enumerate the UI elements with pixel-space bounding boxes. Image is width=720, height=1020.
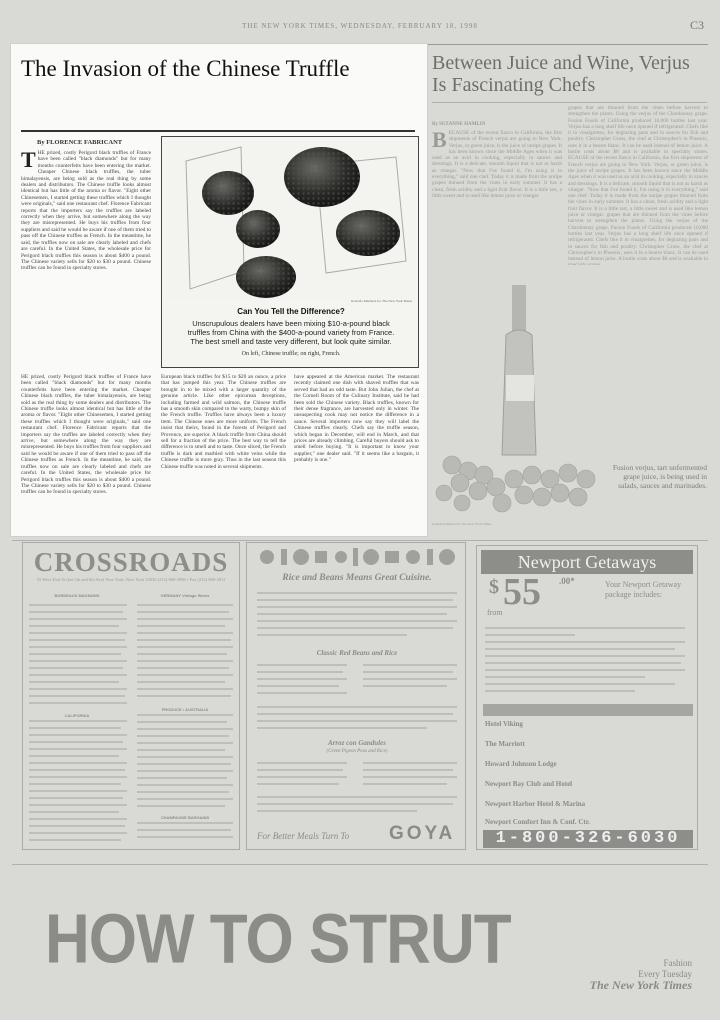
hotel-name: Newport Bay Club and Hotel xyxy=(485,780,573,788)
goya-intro-text xyxy=(257,589,457,641)
article-byline: By FLORENCE FABRICANT xyxy=(37,139,123,146)
headline-rule xyxy=(432,102,707,103)
column-text: ECAUSE of the recent fiasco in California, the first shipments of French verjus are going to New York. Verjus, or green juice, is the juice of unripe grapes. It has been known since the Middle Ages when it was used as an acid in cooking, especially in sauces and dressings. It is a delicate, smooth liquid that is not as harsh as vinegar. "Now that I've found it, I'm using it in everything," said one chef. Today it is made from the unripe grapes thinned from the vines in early summer. It has a clean, fresh acidity and a light fruit flavor. It is a little tart, a little sweet and is used like lemon juice or vinegar. xyxy=(568,155,708,219)
hotel-name: Howard Johnson Lodge xyxy=(485,760,557,768)
truffle-photo-box xyxy=(161,136,419,368)
newport-package-text: Your Newport Getaway package includes: xyxy=(605,580,682,599)
page-number: C3 xyxy=(689,18,704,32)
headline-rule xyxy=(21,130,415,132)
truffle-photo xyxy=(166,141,416,299)
column-text: European black truffles for $15 to $20 an ounce, a price that has jumped this year. The Chinese truffles are brought in to be mixed with a larger quantity of the genuine article. Like other epicurean deceptions, including farmed and wild salmon, the Chinese truffle has a smooth skin compared to the warty, bumpy skin of the French truffle. Truffles have always been a luxury item. The Chinese ones are more uniform. The French insist that theirs, found in the forests of Perigord and Provence, are superior. A black truffle from China should sell for a fraction of the price. The best way to tell the difference is to smell and to taste. Once sliced, the French truffle is dark and marbled with white veins while the Chinese truffle is more gray. Thus in the last season this Chinese truffle was noted in several shipments. xyxy=(161,374,286,470)
truffle-icon xyxy=(236,210,280,248)
truffle-icon xyxy=(236,256,296,298)
truffle-icon xyxy=(336,210,400,256)
crossroads-section: CALIFORNIA xyxy=(64,713,90,718)
article-column-1 xyxy=(21,150,151,370)
column-text: HE prized, costly Perigord black truffles of France have been called "black diamonds" but for many months counterfeits have been entering the market. Cheaper Chinese black truffles, the tuber himalayensis, are being sold as the real thing by some dealers and distributors. The Chinese truffle looks almost identical but has little of the aroma or flavor. "Eight other Chinesemen, I started getting these truffles which I thought were originals," said one restaurant chef. Florence Fabricant reports that the importers say the truffles are labeled correctly when they arrive, but somewhere along the way they are misrepresented. He buys his truffles from four suppliers and said he would be aware if one of them tried to pass off the Chinese truffles as French. In the meantime, he said, the truffles now on sale are clearly labeled and chefs are careful. In the United States, the wholesale price for Perigord black truffles this season is about $400 a pound. The Chinese variety sells for $20 to $30 a pound. Chinese truffles can be found in specialty stores. xyxy=(21,374,151,496)
newport-price: 55 xyxy=(503,571,541,613)
recipe2-title: Arroz con Gandules xyxy=(328,739,386,747)
hotel-name: Newport Harbor Hotel & Marina xyxy=(485,800,586,808)
truffle-icon xyxy=(284,147,360,207)
newport-ad[interactable] xyxy=(476,545,698,850)
crossroads-section: PRODUCE • AUSTRALIA xyxy=(161,707,209,712)
wine-price-list xyxy=(27,601,237,847)
section-rule xyxy=(12,864,708,865)
hotel-name: The Marriott xyxy=(485,740,525,748)
fashion-promo xyxy=(590,958,692,991)
crossroads-section: BORDEAUX MAGNUMS xyxy=(54,593,100,598)
strut-headline: HOW TO STRUT xyxy=(45,901,511,979)
newport-price-cents: .00* xyxy=(559,576,575,586)
column-text: grapes that are thinned from the vines before harvest to strengthen the plants. Using the verjus of the Chardonnay grape, Fusion Foods of California produced 10,000 bottles last year. Verjus has a long shelf life once opened if refrigerated. Chefs like it in vinaigrettes, for deglazing pans and in sauces for fish and poultry. Christopher Gross, the chef at Christopher's in Phoenix, uses it in a beurre blanc. It can be used instead of lemon juice. A bottle costs about $8 and is available in xyxy=(568,212,708,263)
newport-title: Newport Getaways xyxy=(481,550,693,574)
photo-credit: Rodolfo Martinez for The New York Times xyxy=(351,299,412,303)
crossroads-address: 55 West 43rd St (bet 5th and 6th Ave) New York, New York 10036 (212) 869-3900 • Fax (212) 869-3911 xyxy=(36,577,226,582)
drop-cap: T xyxy=(21,150,36,172)
price-dollar-sign: $ xyxy=(489,576,499,598)
truffle-article[interactable] xyxy=(10,43,428,537)
hotel-name: Hotel Viking xyxy=(485,720,523,728)
column-text: ECAUSE of the recent fiasco in California, the first shipments of French verjus are going to New York. Verjus, or green juice, is the juice of unripe grapes. It has been known since the Middle Ages when it was used as an acid in cooking, especially in sauces and dressings. It is a delicate, smooth liquid that is not as harsh as vinegar. "Now that I've found it, I'm using it in everything," said one chef. Today it is made from the unripe grapes thinned from the vines in early summer. It has a clean, fresh acidity and a light fruit flavor. It is a little tart, a little sweet and is used like lemon juice or vinegar. xyxy=(432,130,562,199)
article-headline: The Invasion of the Chinese Truffle xyxy=(21,56,350,81)
verjus-photo-caption: Fusion verjus, tart unfermented grape juice, is being used in salads, sauces and marinades. xyxy=(612,463,707,490)
package-list xyxy=(485,624,691,704)
pots-and-pans-icon xyxy=(255,545,459,569)
newport-phone[interactable]: 1-800-326-6030 xyxy=(483,830,693,848)
caption-credit: On left, Chinese truffle; on right, French. xyxy=(241,351,341,357)
verjus-column-1 xyxy=(432,130,562,262)
section-rule xyxy=(12,540,708,541)
crossroads-section: CHAMPAGNE BARGAINS xyxy=(160,815,210,820)
goya-logo: GOYA xyxy=(389,823,456,844)
verjus-photo xyxy=(432,265,607,520)
goya-ad[interactable] xyxy=(246,542,466,850)
goya-footer: For Better Meals Turn To xyxy=(257,831,350,841)
page-header xyxy=(0,10,720,38)
crossroads-title: CROSSROADS xyxy=(33,547,229,577)
caption-body: Unscrupulous dealers have been mixing $10-a-pound black truffles from China with the $400-a-pound variety from France. The best smell and taste very different, but look quite similar. xyxy=(187,319,395,346)
times-logo: The New York Times xyxy=(589,978,692,992)
running-head: THE NEW YORK TIMES, WEDNESDAY, FEBRUARY 18, 1998 xyxy=(242,22,478,30)
promo-line: Fashion xyxy=(663,958,692,968)
recipe2-subtitle: (Green Pigeon Peas and Rice) xyxy=(326,749,388,754)
truffle-icon xyxy=(202,171,254,215)
recipe-title: Classic Red Beans and Rice xyxy=(316,649,398,657)
crossroads-ad[interactable] xyxy=(22,542,240,850)
column-text: grapes that are thinned from the vines before harvest to strengthen the plants. Using the verjus of the Chardonnay grape, Fusion Foods of California produced 10,000 bottles last year. Verjus has a long shelf life once opened if refrigerated. Chefs like it in vinaigrettes, for deglazing pans and in sauces for fish and poultry. Christopher Gross, the chef at Christopher's in Phoenix, uses it in a beurre blanc. It can be used instead of lemon juice. A bottle costs about $8 and is available in specialty stores. xyxy=(568,105,708,156)
crossroads-section: GERMANY Vintage Wines xyxy=(160,593,210,598)
goya-headline: Rice and Beans Means Great Cuisine. xyxy=(282,573,432,583)
caption-headline: Can You Tell the Difference? xyxy=(237,307,345,316)
article-column-1b xyxy=(21,374,151,532)
verjus-byline: By SUZANNE HAMLIN xyxy=(432,122,486,127)
article-column-3 xyxy=(294,374,419,532)
newport-banner xyxy=(483,704,693,716)
article-column-2 xyxy=(161,374,286,532)
column-text: HE prized, costly Perigord black truffles of France have been called "black diamonds" but for many months counterfeits have been entering the market. Cheaper Chinese black truffles, the tuber himalayensis, are being sold as the real thing by some dealers and distributors. The Chinese truffle looks almost identical but has little of the aroma or flavor. "Eight other Chinesemen, I started getting these truffles which I thought were originals," said one restaurant chef. Florence Fabricant reports that the importers say the truffles are labeled correctly when they arrive, but somewhere along the way they are misrepresented. He buys his truffles from four suppliers and said he would be aware if one of them tried to pass off the Chinese truffles as French. In the meantime, he said, the truffles now on sale are clearly labeled and chefs are careful. In the United States, the wholesale price for Perigord black truffles this season is about $400 a pound. The Chinese variety sells for $20 to $30 a pound. Chinese truffles can be found in specialty stores. xyxy=(21,150,151,272)
column-text: have appeared at the American market. The restaurant recently claimed one dish with shaved truffles that was served that had an odd taste. But John Julian, the chef at the Cornell Room of the Culinary Institute, said he had been sold the Chinese variety. Black truffles, known for their dense fragrance, are harvested only in winter. The unsuspecting cook may not notice the difference in a sauce. Several importers now say they will label the Chinese truffles clearly. Chefs say the truffle season, which began in December, will end in March, and that prices are already climbing. Careful buyers should ask to smell before buying. "It is important to know your supplier," one dealer said. "If it seems like a bargain, it probably is one." xyxy=(294,374,419,464)
promo-line: Every Tuesday xyxy=(638,969,692,979)
verjus-headline: Between Juice and Wine, Verjus Is Fascinating Chefs xyxy=(432,52,690,96)
newport-from: from xyxy=(487,608,503,617)
hotel-name: Newport Comfort Inn & Conf. Ctr. xyxy=(485,818,590,826)
verjus-photo-credit: Joseph Seminara for The New York Times xyxy=(432,522,492,526)
recipe2-ingredients xyxy=(257,759,457,819)
drop-cap: B xyxy=(432,130,447,152)
